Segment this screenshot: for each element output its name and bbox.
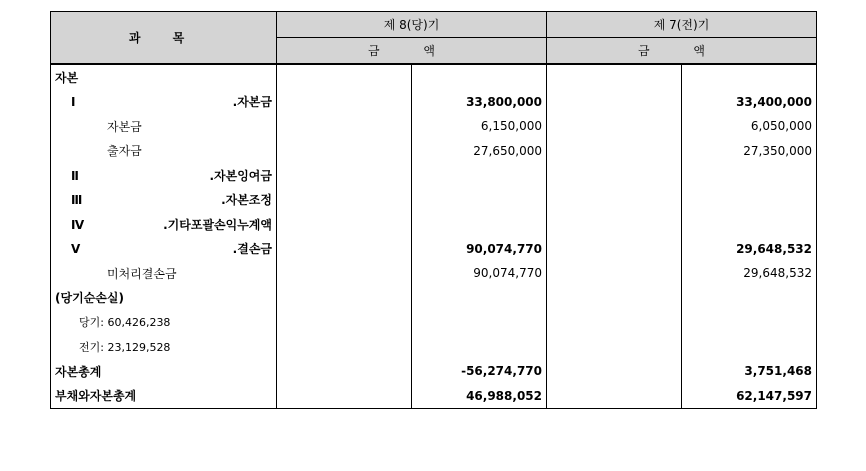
table-row [51,359,817,384]
current-spacer-cell [277,139,412,164]
current-amount: 27,650,000 [412,139,547,164]
current-spacer-cell [277,90,412,115]
previous-amount: 3,751,468 [682,359,817,384]
current-spacer-cell [277,286,412,311]
table-row [51,237,817,262]
row-label: Ⅰ.자본금 [51,90,277,115]
current-amount [412,188,547,213]
previous-amount [682,310,817,335]
previous-amount: 62,147,597 [682,384,817,409]
previous-spacer-cell [547,261,682,286]
previous-spacer-cell [547,114,682,139]
previous-amount: 27,350,000 [682,139,817,164]
row-label: 자본총계 [51,359,277,384]
row-label: Ⅲ.자본조정 [51,188,277,213]
previous-spacer-cell [547,163,682,188]
previous-spacer-cell [547,139,682,164]
capital-table [50,11,817,409]
previous-spacer-cell [547,335,682,360]
current-amount [412,286,547,311]
current-amount: 6,150,000 [412,114,547,139]
current-spacer-cell [277,64,412,90]
table-row [51,261,817,286]
table-row [51,114,817,139]
previous-spacer-cell [547,359,682,384]
previous-amount: 6,050,000 [682,114,817,139]
current-spacer-cell [277,384,412,409]
current-amount: 46,988,052 [412,384,547,409]
previous-spacer-cell [547,212,682,237]
current-amount [412,163,547,188]
current-amount [412,310,547,335]
row-label: Ⅳ.기타포괄손익누계액 [51,212,277,237]
previous-spacer-cell [547,90,682,115]
table-body [51,64,817,409]
row-label: (당기순손실) [51,286,277,311]
current-amount: 90,074,770 [412,261,547,286]
previous-spacer-cell [547,237,682,262]
current-amount [412,335,547,360]
period-7-header: 제 7(전)기 [547,12,817,38]
current-amount: 90,074,770 [412,237,547,262]
current-spacer-cell [277,359,412,384]
previous-amount [682,212,817,237]
previous-spacer-cell [547,384,682,409]
current-spacer-cell [277,237,412,262]
previous-amount [682,286,817,311]
previous-amount: 33,400,000 [682,90,817,115]
amount-header-previous: 금 액 [547,38,817,65]
table-row [51,64,817,90]
table-row [51,163,817,188]
table-row [51,188,817,213]
row-label: Ⅱ.자본잉여금 [51,163,277,188]
current-spacer-cell [277,310,412,335]
previous-amount [682,163,817,188]
subject-header: 과 목 [51,12,277,65]
previous-amount [682,188,817,213]
current-spacer-cell [277,163,412,188]
table-row [51,139,817,164]
previous-amount: 29,648,532 [682,261,817,286]
previous-spacer-cell [547,64,682,90]
amount-header-current: 금 액 [277,38,547,65]
row-label: 미처리결손금 [51,261,277,286]
previous-spacer-cell [547,286,682,311]
current-amount: -56,274,770 [412,359,547,384]
current-spacer-cell [277,114,412,139]
current-spacer-cell [277,335,412,360]
current-spacer-cell [277,188,412,213]
previous-amount [682,64,817,90]
row-label: Ⅴ.결손금 [51,237,277,262]
row-label: 자본 [51,64,277,90]
table-row [51,90,817,115]
current-spacer-cell [277,261,412,286]
table-row [51,384,817,409]
current-spacer-cell [277,212,412,237]
table-row [51,286,817,311]
current-amount [412,212,547,237]
row-label: 부채와자본총계 [51,384,277,409]
previous-amount [682,335,817,360]
table-row [51,212,817,237]
current-amount: 33,800,000 [412,90,547,115]
row-label: 출자금 [51,139,277,164]
previous-amount: 29,648,532 [682,237,817,262]
table-row [51,335,817,360]
table-row [51,310,817,335]
current-amount [412,64,547,90]
previous-spacer-cell [547,310,682,335]
row-label: 자본금 [51,114,277,139]
balance-sheet [50,11,816,409]
row-label: 당기: 60,426,238 [51,310,277,335]
previous-spacer-cell [547,188,682,213]
row-label: 전기: 23,129,528 [51,335,277,360]
period-8-header: 제 8(당)기 [277,12,547,38]
